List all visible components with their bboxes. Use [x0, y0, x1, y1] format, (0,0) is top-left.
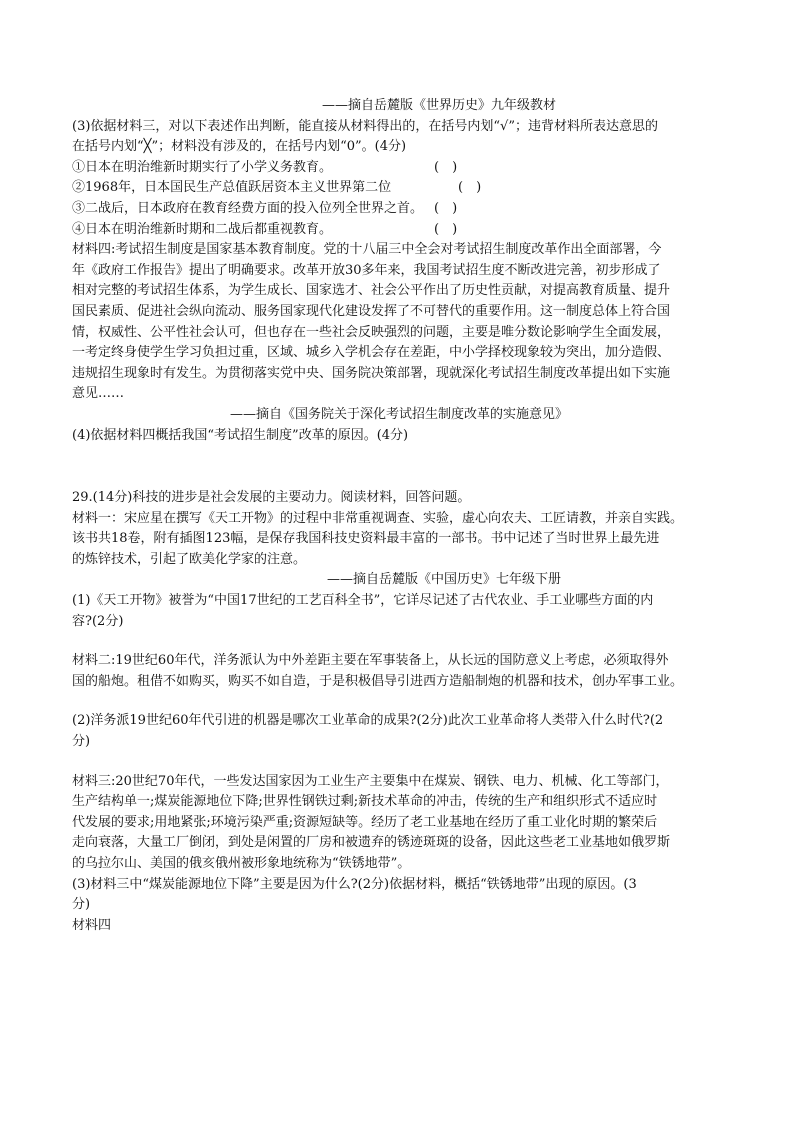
question-3-block: [72, 117, 722, 241]
q29-material-three-line: 走向衰落，大量工厂倒闭，到处是闲置的厂房和被遗弃的锈迹斑斑的设备，因此这些老工业基地如俄罗斯: [72, 835, 671, 851]
material-four-source: [72, 405, 722, 426]
material-four-line: 相对完整的考试招生体系，为学生成长、国家选才、社会公平作出了历史性贡献，对提高教育质量、提升: [72, 283, 671, 299]
question-3-instruction-line-2: 在括号内划“╳”；材料没有涉及的，在括号内划“0”。(4分): [72, 139, 407, 155]
q29-material-three-line: 材料三:20世纪70年代，一些发达国家因为工业生产主要集中在煤炭、钢铁、电力、机械、化工等部门，: [72, 773, 669, 789]
question-29-block: [72, 488, 722, 936]
q29-material-two-line: 材料二:19世纪60年代，洋务派认为中外差距主要在军事装备上，从长远的国防意义上考虑，必须取得外: [72, 653, 669, 669]
q29-question-2-line: (2)洋务派19世纪60年代引进的机器是哪次工业革命的成果?(2分)此次工业革命将人类带入什么时代?(2: [72, 713, 664, 729]
material-four-line: 违规招生现象时有发生。为贯彻落实党中央、国务院决策部署，现就深化考试招生制度改革提出如下实施: [72, 365, 671, 381]
q29-question-3-line: (3)材料三中“煤炭能源地位下降”主要是因为什么?(2分)依据材料，概括“铁锈地带”出现的原因。(3: [72, 876, 637, 892]
question-3-instruction-line-1: (3)依据材料三，对以下表述作出判断，能直接从材料得出的，在括号内划“√”；违背材料所表达意思的: [72, 118, 658, 134]
material-three-source: [72, 96, 722, 117]
judgement-item-text: ③二战后，日本政府在教育经费方面的投入位列全世界之首。: [72, 200, 424, 216]
exam-page: [72, 96, 722, 936]
material-four-block: [72, 240, 722, 425]
q29-question-1-line: 容?(2分): [72, 613, 124, 629]
answer-parentheses[interactable]: ( ): [434, 200, 458, 216]
q29-question-3-line: 分): [72, 897, 91, 913]
judgement-item-text: ④日本在明治维新时期和二战后都重视教育。: [72, 221, 333, 237]
material-four-line: 材料四:考试招生制度是国家基本教育制度。党的十八届三中全会对考试招生制度改革作出全面部署，今: [72, 242, 662, 258]
judgement-item-1: [72, 158, 722, 179]
question-29-heading: 29.(14分)科技的进步是社会发展的主要动力。阅读材料，回答问题。: [72, 490, 471, 506]
q29-material-one-source: [72, 570, 722, 591]
material-four-line: 年《政府工作报告》提出了明确要求。改革开放30多年来，我国考试招生度不断改进完善，初步形成了: [72, 262, 661, 278]
q29-material-one-line: 该书共18卷，附有插图123幅，是保存我国科技史资料最丰富的一部书。书中记述了当时世界上最先进: [72, 531, 660, 547]
judgement-item-3: [72, 199, 722, 220]
q29-material-three-line: 的乌拉尔山、美国的俄亥俄州被形象地统称为“铁锈地带”。: [72, 856, 411, 871]
question-4: (4)依据材料四概括我国“考试招生制度”改革的原因。(4分): [72, 427, 409, 443]
q29-material-three-line: 生产结构单一;煤炭能源地位下降;世界性钢铁过剩;新技术革命的冲击，传统的生产和组织形式不适应时: [72, 794, 658, 810]
q29-material-one-line: 材料一：宋应星在撰写《天工开物》的过程中非常重视调查、实验，虚心向农夫、工匠请教，并亲自实践。: [72, 510, 684, 526]
material-three-source-text: ——摘自岳麓版《世界历史》九年级教材: [322, 98, 557, 113]
q29-material-one-line: 的炼锌技术，引起了欧美化学家的注意。: [72, 551, 307, 567]
material-four-line: 意见……: [72, 386, 125, 402]
q29-question-1-line: (1)《天工开物》被誉为“中国17世纪的工艺百科全书”，它详尽记述了古代农业、手工业哪些方面的内: [72, 593, 654, 609]
material-four-source-text: ——摘自《国务院关于深化考试招生制度改革的实施意见》: [230, 406, 569, 422]
judgement-item-4: [72, 220, 722, 241]
judgement-item-text: ①日本在明治维新时期实行了小学义务教育。: [72, 159, 333, 175]
answer-parentheses[interactable]: ( ): [458, 180, 482, 196]
judgement-item-2: [72, 178, 722, 199]
judgement-item-text: ②1968年，日本国民生产总值跃居资本主义世界第二位: [72, 180, 392, 196]
q29-material-four-label: 材料四: [72, 917, 112, 933]
q29-material-three-line: 代发展的要求;用地紧张;环境污染严重;资源短缺等。经历了老工业基地在经历了重工业化时期的繁荣后: [72, 814, 658, 830]
q29-question-2-line: 分): [72, 734, 91, 750]
answer-parentheses[interactable]: ( ): [434, 159, 458, 175]
q29-material-two-line: 国的船炮。租借不如购买，购买不如自造，于是积极倡导引进西方造船制炮的机器和技术，创办军事工业。: [72, 673, 684, 689]
material-four-line: 国民素质、促进社会纵向流动、服务国家现代化建设发挥了不可替代的重要作用。这一制度总体上符合国: [72, 303, 671, 319]
q29-material-one-source-text: ——摘自岳麓版《中国历史》七年级下册: [327, 572, 562, 588]
material-four-line: 情，权威性、公平性社会认可，但也存在一些社会反映强烈的问题，主要是唯分数论影响学生全面发展，: [72, 324, 671, 340]
material-four-line: 一考定终身使学生学习负担过重，区域、城乡入学机会存在差距，中小学择校现象较为突出，加分造假、: [72, 345, 671, 361]
answer-parentheses[interactable]: ( ): [434, 221, 458, 237]
